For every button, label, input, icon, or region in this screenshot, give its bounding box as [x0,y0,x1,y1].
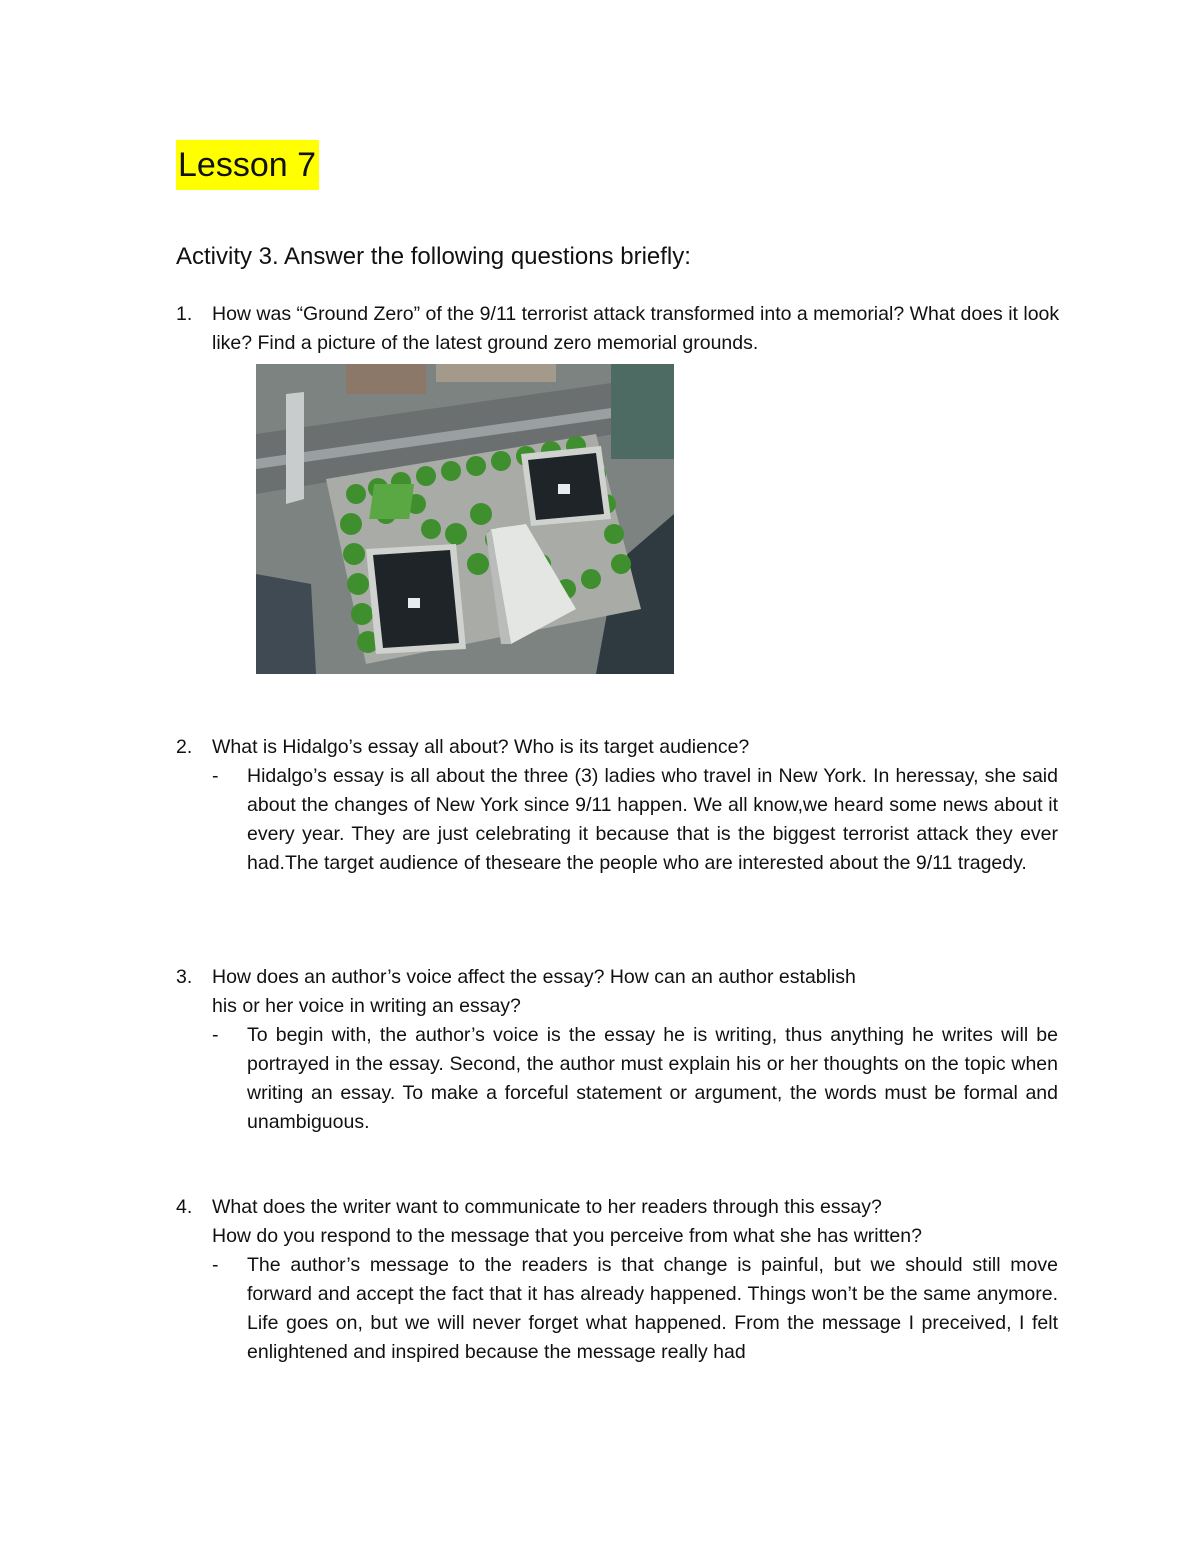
question-text: What does the writer want to communicate to her readers through this essay? [212,1196,882,1218]
answer-text: To begin with, the author’s voice is the essay he is writing, thus anything he writes will be portrayed in the essay. Second, the author must explain his or her thoughts on the topic when writing an essay. To make a forceful statement or argument, the words must be formal and unambiguous. [247,1024,1058,1133]
answer-marker: - [212,1254,219,1276]
lesson-title: Lesson 7 [176,140,319,190]
question-text: How does an author’s voice affect the essay? How can an author establish [212,966,856,988]
answer-marker: - [212,1024,219,1046]
question-text-line2: his or her voice in writing an essay? [212,995,521,1017]
question-1 [176,300,1060,358]
question-4 [176,1193,1060,1251]
question-text: How was “Ground Zero” of the 9/11 terrorist attack transformed into a memorial? What does it look like? Find a picture of the latest ground zero memorial grounds. [212,303,1060,354]
question-3 [176,963,1060,1021]
question-number: 4. [176,1196,193,1218]
question-number: 2. [176,736,193,758]
memorial-photo [256,364,674,674]
question-number: 3. [176,966,193,988]
answer-4 [212,1251,1058,1367]
activity-heading: Activity 3. Answer the following questions briefly: [176,243,691,270]
answer-text: The author’s message to the readers is that change is painful, but we should still move forward and accept the fact that it has already happened. Things won’t be the same anymore. Life goes on, but we will never forget what happened. From the message I preceived, I felt enlightened and inspired because the message really had [247,1254,1058,1363]
answer-3 [212,1021,1058,1137]
question-2 [176,733,1060,762]
answer-text: Hidalgo’s essay is all about the three (3) ladies who travel in New York. In heressay, she said about the changes of New York since 9/11 happen. We all know,we heard some news about it every year. They are just celebrating it because that is the biggest terrorist attack they ever had.The target audience of theseare the people who are interested about the 9/11 tragedy. [247,765,1058,874]
question-text: What is Hidalgo’s essay all about? Who is its target audience? [212,736,750,758]
question-text-line2: How do you respond to the message that you perceive from what she has written? [212,1225,922,1247]
answer-2 [212,762,1058,878]
answer-marker: - [212,765,219,787]
question-number: 1. [176,303,193,325]
